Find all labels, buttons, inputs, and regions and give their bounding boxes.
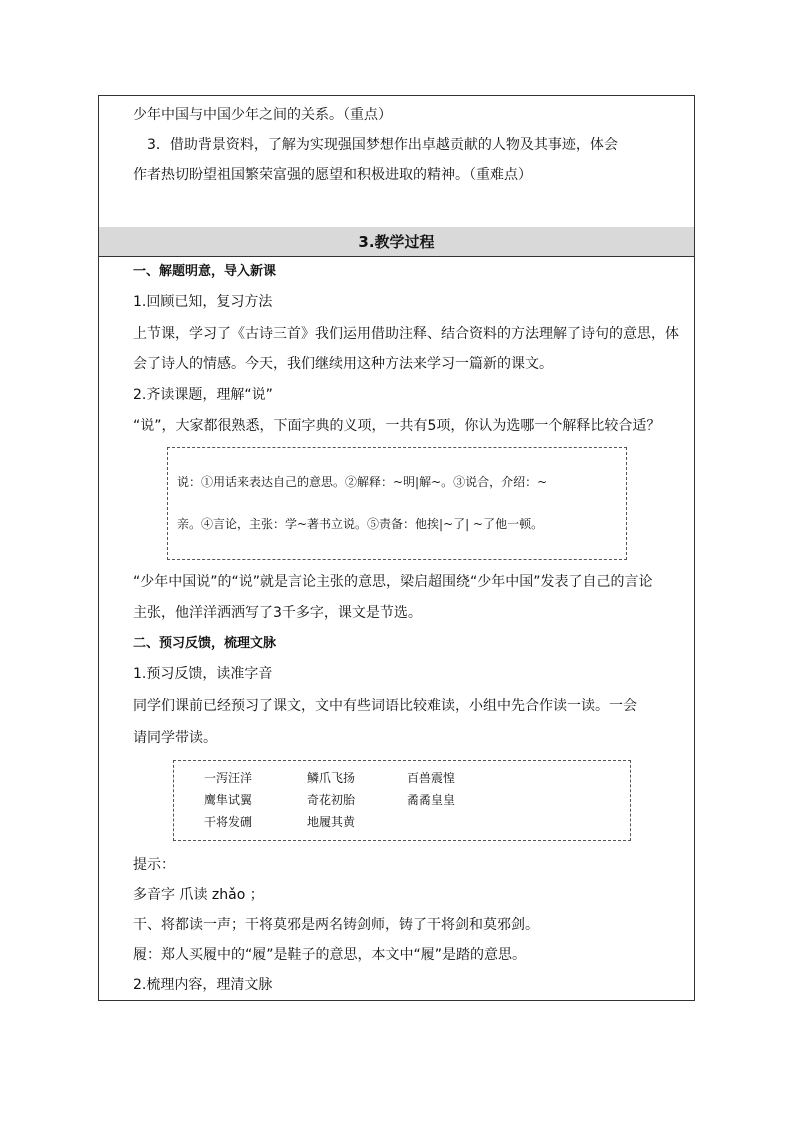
paragraph-line: 会了诗人的情感。今天，我们继续用这种方法来学习一篇新的课文。 [133, 356, 553, 372]
section-header: 3.教学过程 [99, 227, 694, 257]
objective-line: 作者热切盼望祖国繁荣富强的愿望和积极进取的精神。（重难点） [133, 167, 532, 183]
dictionary-box [167, 447, 627, 560]
paragraph-line: 上节课，学习了《古诗三首》我们运用借助注释、结合资料的方法理解了诗句的意思，体 [133, 326, 679, 342]
step-title: 1.预习反馈，读准字音 [133, 666, 273, 682]
objectives-cell [99, 96, 694, 228]
objective-line: 3．借助背景资料，了解为实现强国梦想作出卓越贡献的人物及其事迹，体会 [147, 137, 618, 153]
paragraph-line: 请同学带读。 [133, 730, 217, 746]
step-title: 2.齐读课题，理解“说” [133, 387, 273, 403]
word-item: 鳞爪飞扬 [307, 771, 356, 785]
word-list-box [173, 760, 631, 841]
word-item: 矞矞皇皇 [407, 793, 456, 807]
word-item: 地履其黄 [307, 815, 356, 829]
step-title: 1.回顾已知，复习方法 [133, 294, 273, 310]
dictionary-line: 说：①用话来表达自己的意思。②解释：~明|解~。③说合，介绍：~ [177, 475, 548, 489]
objective-line: 少年中国与中国少年之间的关系。（重点） [133, 107, 392, 123]
word-item: 百兽震惶 [407, 771, 456, 785]
hint-line: 履：郑人买履中的“履”是鞋子的意思，本文中“履”是踏的意思。 [133, 947, 527, 963]
word-item: 一泻汪洋 [204, 771, 253, 785]
hint-label: 提示： [133, 857, 175, 873]
lesson-plan-table [98, 95, 695, 1001]
word-item: 干将发硎 [204, 815, 253, 829]
part2-heading: 二、预习反馈，梳理文脉 [133, 636, 277, 651]
word-item: 奇花初胎 [307, 793, 356, 807]
hint-line: 多音字 爪读 zhǎo ； [133, 887, 264, 903]
paragraph-line: 同学们课前已经预习了课文，文中有些词语比较难读，小组中先合作读一读。一会 [133, 698, 637, 714]
paragraph-line: 主张，他洋洋洒洒写了3千多字，课文是节选。 [133, 605, 422, 621]
paragraph-line: “说”，大家都很熟悉，下面字典的义项，一共有5项，你认为选哪一个解释比较合适？ [133, 418, 661, 434]
step-title: 2.梳理内容，理清文脉 [133, 977, 273, 993]
dictionary-line: 亲。④言论，主张：学~著书立说。⑤责备：他挨|~了| ~了他一顿。 [177, 517, 544, 531]
part1-heading: 一、解题明意，导入新课 [133, 264, 277, 279]
paragraph-line: “少年中国说”的“说”就是言论主张的意思，梁启超围绕“少年中国”发表了自己的言论 [133, 574, 653, 590]
word-item: 鹰隼试翼 [204, 793, 253, 807]
hint-line: 干、将都读一声；干将莫邪是两名铸剑师，铸了干将剑和莫邪剑。 [133, 917, 539, 933]
